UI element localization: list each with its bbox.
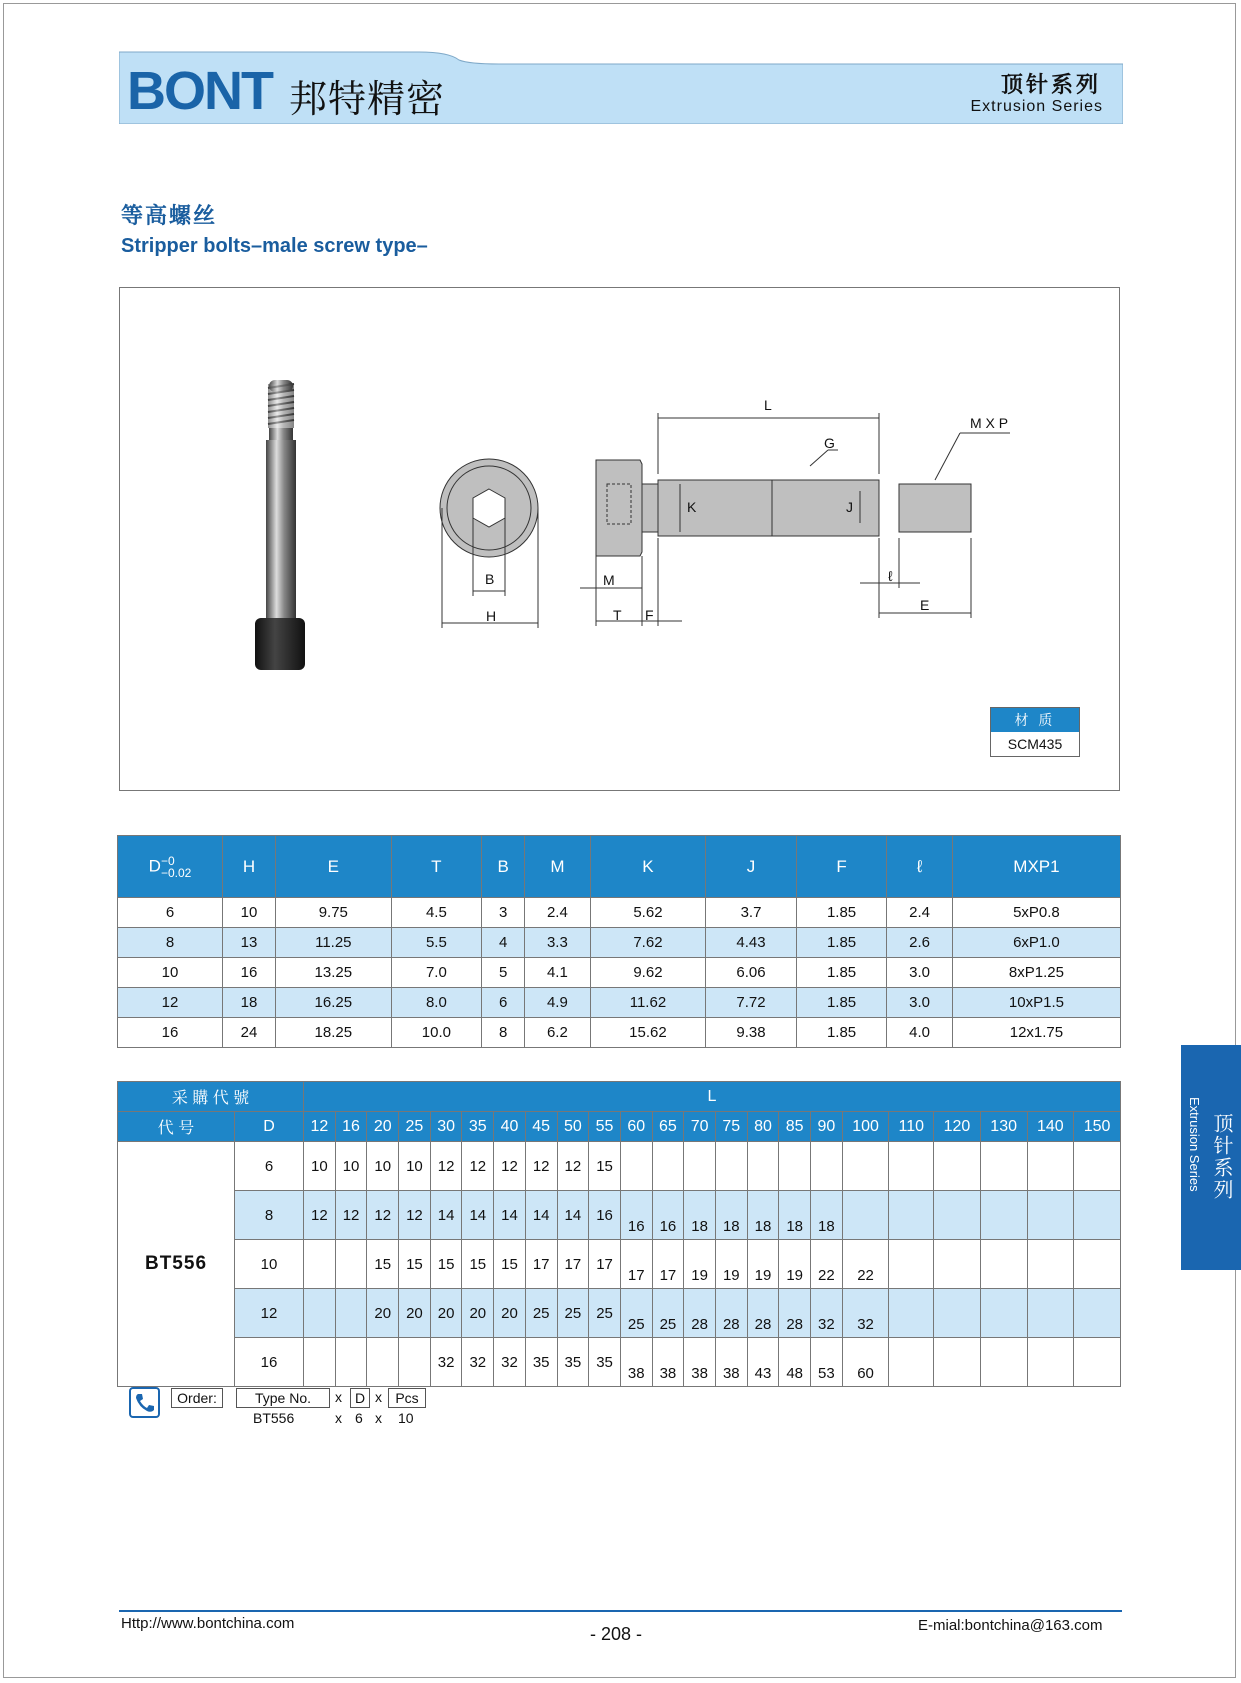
thread-length-cell: 10: [304, 1142, 336, 1191]
thread-length-cell: 17: [589, 1240, 621, 1289]
product-code: BT556: [118, 1142, 235, 1387]
length-col-header: 25: [399, 1112, 431, 1142]
spec-cell: 15.62: [590, 1018, 706, 1048]
thread-length-cell: 35: [557, 1338, 589, 1387]
thread-length-cell: 19: [684, 1240, 716, 1289]
thread-length-cell: [934, 1191, 981, 1240]
spec-cell: 4.5: [391, 898, 482, 928]
spec-cell: 5.62: [590, 898, 706, 928]
length-col-header: 50: [557, 1112, 589, 1142]
spec-cell: 16: [223, 958, 276, 988]
order-table: [117, 1081, 1121, 1387]
phone-icon: [129, 1387, 160, 1418]
dim-F: F: [645, 607, 654, 623]
thread-length-cell: 19: [715, 1240, 747, 1289]
order-row: [118, 1338, 1121, 1387]
product-title-en: Stripper bolts–male screw type–: [121, 235, 428, 257]
thread-length-cell: 10: [399, 1142, 431, 1191]
spec-cell: 6xP1.0: [952, 928, 1120, 958]
thread-length-cell: [1074, 1289, 1121, 1338]
series-title-cn: 顶针系列: [1000, 72, 1101, 97]
col-B: B: [482, 836, 525, 898]
thread-length-cell: [652, 1142, 684, 1191]
spec-cell: 4.43: [706, 928, 797, 958]
thread-length-cell: 15: [462, 1240, 494, 1289]
thread-length-cell: 15: [494, 1240, 526, 1289]
spec-cell: 3: [482, 898, 525, 928]
thread-length-cell: 32: [811, 1289, 843, 1338]
length-header: L: [304, 1082, 1121, 1112]
length-col-header: 40: [494, 1112, 526, 1142]
col-l: ℓ: [887, 836, 953, 898]
thread-length-cell: [889, 1142, 934, 1191]
spec-cell: 1.85: [796, 898, 887, 928]
thread-length-cell: [980, 1289, 1027, 1338]
thread-length-cell: [335, 1240, 367, 1289]
thread-length-cell: 25: [525, 1289, 557, 1338]
bolt-photo: [255, 380, 305, 670]
thread-length-cell: [889, 1338, 934, 1387]
spec-cell: 13.25: [276, 958, 392, 988]
spec-cell: 7.72: [706, 988, 797, 1018]
side-tab-en: Extrusion Series: [1187, 1097, 1202, 1192]
thread-length-cell: 18: [684, 1191, 716, 1240]
thread-length-cell: 16: [652, 1191, 684, 1240]
thread-length-cell: 15: [367, 1240, 399, 1289]
thread-length-cell: [335, 1338, 367, 1387]
thread-length-cell: 25: [557, 1289, 589, 1338]
spec-cell: 1.85: [796, 988, 887, 1018]
thread-length-cell: 18: [779, 1191, 811, 1240]
order-row: [118, 1240, 1121, 1289]
order-example-x1: x: [335, 1410, 342, 1426]
order-example-type: BT556: [253, 1410, 295, 1426]
thread-length-cell: [304, 1240, 336, 1289]
length-col-header: 80: [747, 1112, 779, 1142]
thread-length-cell: 12: [399, 1191, 431, 1240]
length-col-header: 120: [934, 1112, 981, 1142]
thread-length-cell: [889, 1289, 934, 1338]
thread-length-cell: 12: [335, 1191, 367, 1240]
thread-length-cell: 20: [494, 1289, 526, 1338]
thread-length-cell: 14: [430, 1191, 462, 1240]
brand-logo: BONT: [127, 61, 272, 121]
thread-length-cell: 10: [367, 1142, 399, 1191]
dim-T: T: [613, 607, 622, 623]
thread-length-cell: 38: [715, 1338, 747, 1387]
thread-length-cell: [934, 1240, 981, 1289]
thread-length-cell: [1074, 1142, 1121, 1191]
thread-length-cell: [980, 1240, 1027, 1289]
technical-drawing: [119, 287, 1120, 791]
thread-length-cell: [779, 1142, 811, 1191]
length-col-header: 100: [842, 1112, 889, 1142]
thread-length-cell: 14: [557, 1191, 589, 1240]
footer-email[interactable]: E-mial:bontchina@163.com: [918, 1617, 1103, 1634]
dim-E: E: [920, 597, 930, 613]
thread-length-cell: 10: [335, 1142, 367, 1191]
spec-table: [117, 835, 1121, 1048]
spec-cell: 16.25: [276, 988, 392, 1018]
dim-H: H: [486, 608, 497, 624]
d-header: D: [235, 1112, 304, 1142]
thread-length-cell: [980, 1338, 1027, 1387]
spec-cell: 13: [223, 928, 276, 958]
thread-length-cell: 18: [715, 1191, 747, 1240]
spec-row: [118, 898, 1121, 928]
length-col-header: 75: [715, 1112, 747, 1142]
spec-cell: 10xP1.5: [952, 988, 1120, 1018]
thread-length-cell: [1027, 1289, 1074, 1338]
spec-cell: 3.0: [887, 988, 953, 1018]
length-col-header: 110: [889, 1112, 934, 1142]
thread-length-cell: 25: [620, 1289, 652, 1338]
spec-cell: 12: [118, 988, 223, 1018]
thread-length-cell: 17: [525, 1240, 557, 1289]
footer-divider: [119, 1610, 1122, 1612]
dim-M: M: [603, 572, 615, 588]
diameter-cell: 6: [235, 1142, 304, 1191]
col-H: H: [223, 836, 276, 898]
length-col-header: 65: [652, 1112, 684, 1142]
thread-length-cell: 35: [589, 1338, 621, 1387]
order-x1: x: [335, 1389, 342, 1405]
spec-cell: 11.25: [276, 928, 392, 958]
order-pcs-label: Pcs: [388, 1388, 426, 1408]
length-col-header: 85: [779, 1112, 811, 1142]
thread-length-cell: 20: [462, 1289, 494, 1338]
order-row: [118, 1142, 1121, 1191]
thread-length-cell: 20: [367, 1289, 399, 1338]
length-col-header: 90: [811, 1112, 843, 1142]
spec-cell: 16: [118, 1018, 223, 1048]
spec-cell: 6: [482, 988, 525, 1018]
thread-length-cell: 32: [494, 1338, 526, 1387]
thread-length-cell: 18: [747, 1191, 779, 1240]
thread-length-cell: [367, 1338, 399, 1387]
spec-cell: 8: [118, 928, 223, 958]
length-col-header: 30: [430, 1112, 462, 1142]
thread-length-cell: [811, 1142, 843, 1191]
dim-MXP: M X P: [970, 415, 1009, 431]
thread-length-cell: 16: [589, 1191, 621, 1240]
spec-cell: 24: [223, 1018, 276, 1048]
thread-length-cell: 28: [715, 1289, 747, 1338]
thread-length-cell: 12: [304, 1191, 336, 1240]
thread-length-cell: [620, 1142, 652, 1191]
col-K: K: [590, 836, 706, 898]
spec-cell: 4: [482, 928, 525, 958]
thread-length-cell: 53: [811, 1338, 843, 1387]
spec-cell: 4.0: [887, 1018, 953, 1048]
spec-cell: 1.85: [796, 1018, 887, 1048]
spec-cell: 2.4: [525, 898, 591, 928]
spec-row: [118, 958, 1121, 988]
thread-length-cell: 14: [494, 1191, 526, 1240]
spec-cell: 6: [118, 898, 223, 928]
order-type-label: Type No.: [236, 1388, 330, 1408]
col-M: M: [525, 836, 591, 898]
thread-length-cell: [1074, 1191, 1121, 1240]
thread-length-cell: [980, 1142, 1027, 1191]
page-number: - 208 -: [590, 1624, 643, 1644]
spec-cell: 5.5: [391, 928, 482, 958]
thread-length-cell: 12: [430, 1142, 462, 1191]
spec-cell: 11.62: [590, 988, 706, 1018]
thread-length-cell: 38: [684, 1338, 716, 1387]
length-col-header: 12: [304, 1112, 336, 1142]
col-E: E: [276, 836, 392, 898]
length-col-header: 16: [335, 1112, 367, 1142]
thread-length-cell: [684, 1142, 716, 1191]
diameter-cell: 12: [235, 1289, 304, 1338]
spec-cell: 1.85: [796, 928, 887, 958]
spec-row: [118, 1018, 1121, 1048]
dim-l: ℓ: [888, 568, 893, 584]
thread-length-cell: [747, 1142, 779, 1191]
length-col-header: 130: [980, 1112, 1027, 1142]
spec-cell: 4.1: [525, 958, 591, 988]
thread-length-cell: 19: [779, 1240, 811, 1289]
thread-length-cell: 15: [430, 1240, 462, 1289]
purchase-code-header: 采 購 代 號: [118, 1082, 304, 1112]
spec-cell: 10: [118, 958, 223, 988]
thread-length-cell: [1027, 1191, 1074, 1240]
brand-name-cn: 邦特精密: [289, 77, 446, 121]
spec-cell: 9.62: [590, 958, 706, 988]
thread-length-cell: 16: [620, 1191, 652, 1240]
col-J: J: [706, 836, 797, 898]
thread-length-cell: [715, 1142, 747, 1191]
thread-length-cell: 12: [525, 1142, 557, 1191]
thread-length-cell: 17: [620, 1240, 652, 1289]
thread-length-cell: [889, 1191, 934, 1240]
thread-length-cell: 43: [747, 1338, 779, 1387]
spec-cell: 9.75: [276, 898, 392, 928]
spec-cell: 2.6: [887, 928, 953, 958]
thread-length-cell: [842, 1142, 889, 1191]
spec-cell: 5xP0.8: [952, 898, 1120, 928]
thread-length-cell: 48: [779, 1338, 811, 1387]
dim-B: B: [485, 571, 495, 587]
dim-K: K: [687, 499, 697, 515]
order-example-d: 6: [355, 1410, 363, 1426]
thread-length-cell: [1074, 1338, 1121, 1387]
col-D: D−0 −0.02: [118, 836, 223, 898]
spec-cell: 3.0: [887, 958, 953, 988]
thread-length-cell: 38: [620, 1338, 652, 1387]
col-MXP1: MXP1: [952, 836, 1120, 898]
order-row: [118, 1191, 1121, 1240]
order-d-label: D: [350, 1388, 370, 1408]
thread-length-cell: [304, 1289, 336, 1338]
thread-length-cell: 28: [747, 1289, 779, 1338]
order-example-pcs: 10: [398, 1410, 414, 1426]
side-tab-cn: 顶针系列: [1210, 1113, 1232, 1201]
series-title-en: Extrusion Series: [970, 98, 1103, 115]
spec-cell: 10.0: [391, 1018, 482, 1048]
thread-length-cell: [980, 1191, 1027, 1240]
thread-length-cell: [889, 1240, 934, 1289]
spec-cell: 6.2: [525, 1018, 591, 1048]
thread-length-cell: 15: [399, 1240, 431, 1289]
dim-J: J: [846, 499, 853, 515]
thread-length-cell: [304, 1338, 336, 1387]
product-title-cn: 等高螺丝: [121, 203, 218, 228]
material-header: 材 质: [991, 708, 1079, 732]
spec-cell: 18.25: [276, 1018, 392, 1048]
thread-length-cell: [399, 1338, 431, 1387]
thread-length-cell: 12: [494, 1142, 526, 1191]
spec-cell: 3.7: [706, 898, 797, 928]
thread-length-cell: [335, 1289, 367, 1338]
thread-length-cell: 12: [367, 1191, 399, 1240]
thread-length-cell: [934, 1289, 981, 1338]
length-col-header: 70: [684, 1112, 716, 1142]
thread-length-cell: [1074, 1240, 1121, 1289]
thread-length-cell: 32: [842, 1289, 889, 1338]
col-F: F: [796, 836, 887, 898]
length-col-header: 140: [1027, 1112, 1074, 1142]
thread-length-cell: 17: [557, 1240, 589, 1289]
header-banner: [119, 50, 1123, 124]
dim-G: G: [824, 435, 835, 451]
diameter-cell: 16: [235, 1338, 304, 1387]
spec-cell: 6.06: [706, 958, 797, 988]
order-label: Order:: [171, 1388, 223, 1408]
spec-cell: 10: [223, 898, 276, 928]
spec-cell: 9.38: [706, 1018, 797, 1048]
thread-length-cell: [1027, 1142, 1074, 1191]
material-value: SCM435: [991, 732, 1079, 756]
length-col-header: 55: [589, 1112, 621, 1142]
order-x2: x: [375, 1389, 382, 1405]
spec-row: [118, 988, 1121, 1018]
spec-cell: 7.0: [391, 958, 482, 988]
thread-length-cell: [1027, 1240, 1074, 1289]
length-col-header: 45: [525, 1112, 557, 1142]
thread-length-cell: 15: [589, 1142, 621, 1191]
diameter-cell: 10: [235, 1240, 304, 1289]
side-tab: [1181, 1045, 1241, 1270]
length-col-header: 20: [367, 1112, 399, 1142]
thread-length-cell: 25: [589, 1289, 621, 1338]
spec-cell: 8.0: [391, 988, 482, 1018]
bolt-drawing: [120, 288, 1121, 792]
length-col-header: 60: [620, 1112, 652, 1142]
spec-cell: 8: [482, 1018, 525, 1048]
order-row: [118, 1289, 1121, 1338]
thread-length-cell: [934, 1338, 981, 1387]
thread-length-cell: [934, 1142, 981, 1191]
spec-cell: 7.62: [590, 928, 706, 958]
thread-length-cell: 38: [652, 1338, 684, 1387]
thread-length-cell: 20: [430, 1289, 462, 1338]
thread-length-cell: 25: [652, 1289, 684, 1338]
thread-length-cell: [842, 1191, 889, 1240]
thread-length-cell: 14: [462, 1191, 494, 1240]
spec-cell: 1.85: [796, 958, 887, 988]
thread-length-cell: 28: [684, 1289, 716, 1338]
thread-length-cell: 17: [652, 1240, 684, 1289]
material-box: [990, 707, 1080, 757]
thread-length-cell: 14: [525, 1191, 557, 1240]
spec-cell: 18: [223, 988, 276, 1018]
code-header: 代 号: [118, 1112, 235, 1142]
thread-length-cell: 20: [399, 1289, 431, 1338]
thread-length-cell: 32: [462, 1338, 494, 1387]
thread-length-cell: 32: [430, 1338, 462, 1387]
thread-length-cell: [1027, 1338, 1074, 1387]
spec-cell: 4.9: [525, 988, 591, 1018]
footer-url[interactable]: Http://www.bontchina.com: [121, 1615, 295, 1632]
order-example-x2: x: [375, 1410, 382, 1426]
thread-length-cell: 60: [842, 1338, 889, 1387]
thread-length-cell: 12: [557, 1142, 589, 1191]
spec-cell: 3.3: [525, 928, 591, 958]
length-col-header: 35: [462, 1112, 494, 1142]
spec-cell: 8xP1.25: [952, 958, 1120, 988]
thread-length-cell: 18: [811, 1191, 843, 1240]
col-T: T: [391, 836, 482, 898]
thread-length-cell: 22: [811, 1240, 843, 1289]
thread-length-cell: 22: [842, 1240, 889, 1289]
thread-length-cell: 19: [747, 1240, 779, 1289]
spec-cell: 12x1.75: [952, 1018, 1120, 1048]
spec-cell: 5: [482, 958, 525, 988]
thread-length-cell: 28: [779, 1289, 811, 1338]
spec-cell: 2.4: [887, 898, 953, 928]
dim-L: L: [764, 397, 772, 413]
thread-length-cell: 35: [525, 1338, 557, 1387]
length-col-header: 150: [1074, 1112, 1121, 1142]
diameter-cell: 8: [235, 1191, 304, 1240]
spec-row: [118, 928, 1121, 958]
thread-length-cell: 12: [462, 1142, 494, 1191]
